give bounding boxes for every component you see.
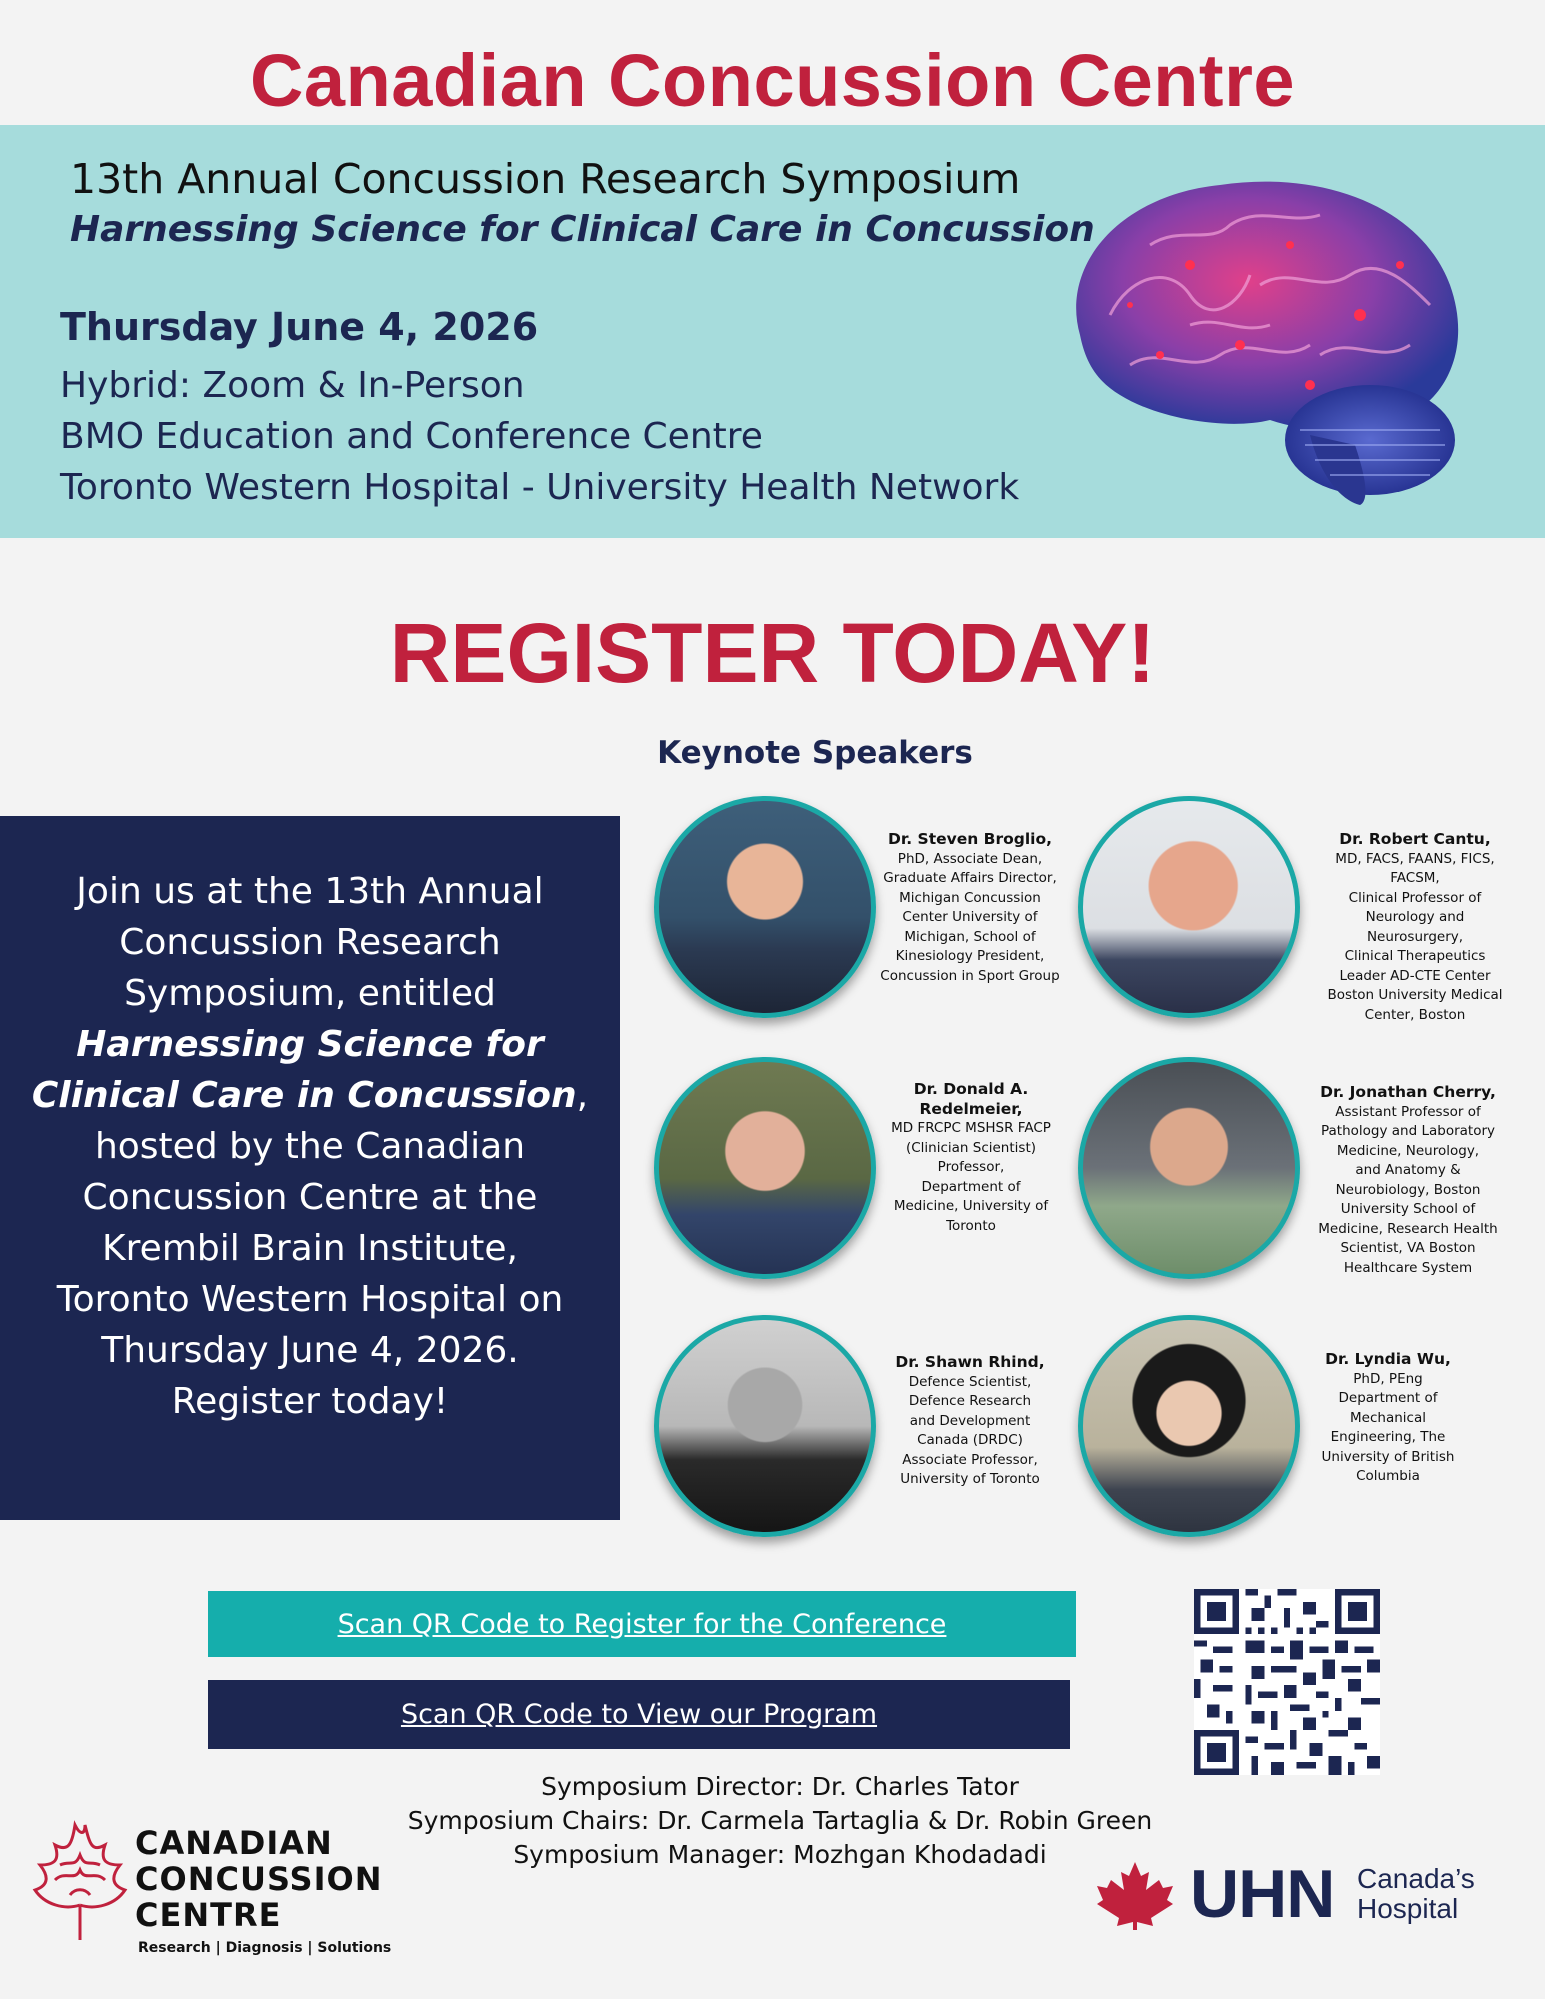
blurb-text	[30, 866, 590, 1427]
speaker-name: Dr. Donald A. Redelmeier,	[913, 1080, 1029, 1118]
uhn-logo	[1095, 1855, 1515, 1935]
event-hospital: Toronto Western Hospital - University Health Network	[60, 467, 1020, 508]
page-title: Canadian Concussion Centre	[249, 39, 1296, 122]
ccc-wordmark: CANADIAN CONCUSSION CENTRE	[135, 1824, 383, 1934]
speaker-name: Dr. Steven Broglio,	[887, 830, 1053, 848]
ccc-tagline: Research | Diagnosis | Solutions	[138, 1940, 392, 1956]
speaker-photo-cantu	[1078, 796, 1300, 1018]
qr-code	[1194, 1589, 1380, 1775]
ccc-logo	[30, 1805, 400, 1965]
speaker-bio-redelmeier: Dr. Donald A. Redelmeier, MD FRCPC MSHSR FACP (Clinician Scientist) Professor, Department of Medicine, University of Toronto	[860, 1080, 1082, 1236]
speaker-bio-cherry: Dr. Jonathan Cherry, Assistant Professor of Pathology and Laboratory Medicine, Neurology, and Anatomy & Neurobiology, Boston University School of Medicine, Research Health Scientist, VA Boston Healthcare System	[1308, 1083, 1508, 1278]
speaker-photo-rhind	[654, 1315, 876, 1537]
symposium-title: 13th Annual Concussion Research Symposium	[70, 155, 1021, 203]
speaker-bio-rhind: Dr. Shawn Rhind, Defence Scientist, Defence Research and Development Canada (DRDC) Associate Professor, University of Toronto	[880, 1353, 1060, 1490]
credits-chairs: Symposium Chairs: Dr. Carmela Tartaglia & Dr. Robin Green	[407, 1806, 1153, 1835]
blurb-emphasis: Harnessing Science for Clinical Care in Concussion	[31, 1024, 577, 1116]
symposium-credits	[360, 1770, 1200, 1872]
speaker-bio-cantu: Dr. Robert Cantu, MD, FACS, FAANS, FICS, FACSM, Clinical Professor of Neurology and Neurosurgery, Clinical Therapeutics Leader AD-CTE Center Boston University Medical Center, Boston	[1310, 830, 1520, 1025]
speaker-name: Dr. Lyndia Wu,	[1325, 1350, 1451, 1368]
speaker-bio-broglio: Dr. Steven Broglio, PhD, Associate Dean, Graduate Affairs Director, Michigan Concussion Center University of Michigan, School of Kinesiology President, Concussion in Sport Group	[870, 830, 1070, 986]
maple-brain-icon	[30, 1810, 130, 1945]
speaker-photo-wu	[1078, 1315, 1300, 1537]
speaker-photo-broglio	[654, 796, 876, 1018]
uhn-wordmark: UHN	[1190, 1856, 1335, 1932]
speaker-name: Dr. Shawn Rhind,	[895, 1353, 1045, 1371]
speaker-photo-redelmeier	[654, 1057, 876, 1279]
register-heading: REGISTER TODAY!	[389, 606, 1156, 700]
maple-leaf-icon	[1095, 1860, 1175, 1930]
brain-image	[1040, 155, 1480, 515]
event-date: Thursday June 4, 2026	[60, 305, 539, 349]
event-format: Hybrid: Zoom & In-Person	[60, 365, 525, 406]
uhn-tagline: Canada’s Hospital	[1357, 1863, 1475, 1924]
blurb-body: , hosted by the Canadian Concussion Centre at the Krembil Brain Institute, Toronto Western Hospital on Thursday June 4, 2026. Register today!	[56, 1075, 589, 1422]
keynote-heading: Keynote Speakers	[657, 735, 973, 771]
blurb-intro: Join us at the 13th Annual Concussion Research Symposium, entitled	[76, 871, 544, 1014]
credits-manager: Symposium Manager: Mozhgan Khodadadi	[513, 1840, 1047, 1869]
symposium-blurb	[0, 816, 620, 1520]
program-qr-link[interactable]: Scan QR Code to View our Program	[208, 1680, 1070, 1749]
speaker-bio-wu: Dr. Lyndia Wu, PhD, PEng Department of Mechanical Engineering, The University of British Columbia	[1308, 1350, 1468, 1487]
event-banner	[0, 125, 1545, 538]
speaker-name: Dr. Robert Cantu,	[1339, 830, 1491, 848]
speaker-photo-cherry	[1078, 1057, 1300, 1279]
symposium-subtitle: Harnessing Science for Clinical Care in Concussion	[70, 209, 1095, 250]
credits-director: Symposium Director: Dr. Charles Tator	[541, 1772, 1019, 1801]
speaker-name: Dr. Jonathan Cherry,	[1320, 1083, 1496, 1101]
event-venue: BMO Education and Conference Centre	[60, 416, 763, 457]
register-qr-link[interactable]: Scan QR Code to Register for the Conference	[208, 1591, 1076, 1657]
